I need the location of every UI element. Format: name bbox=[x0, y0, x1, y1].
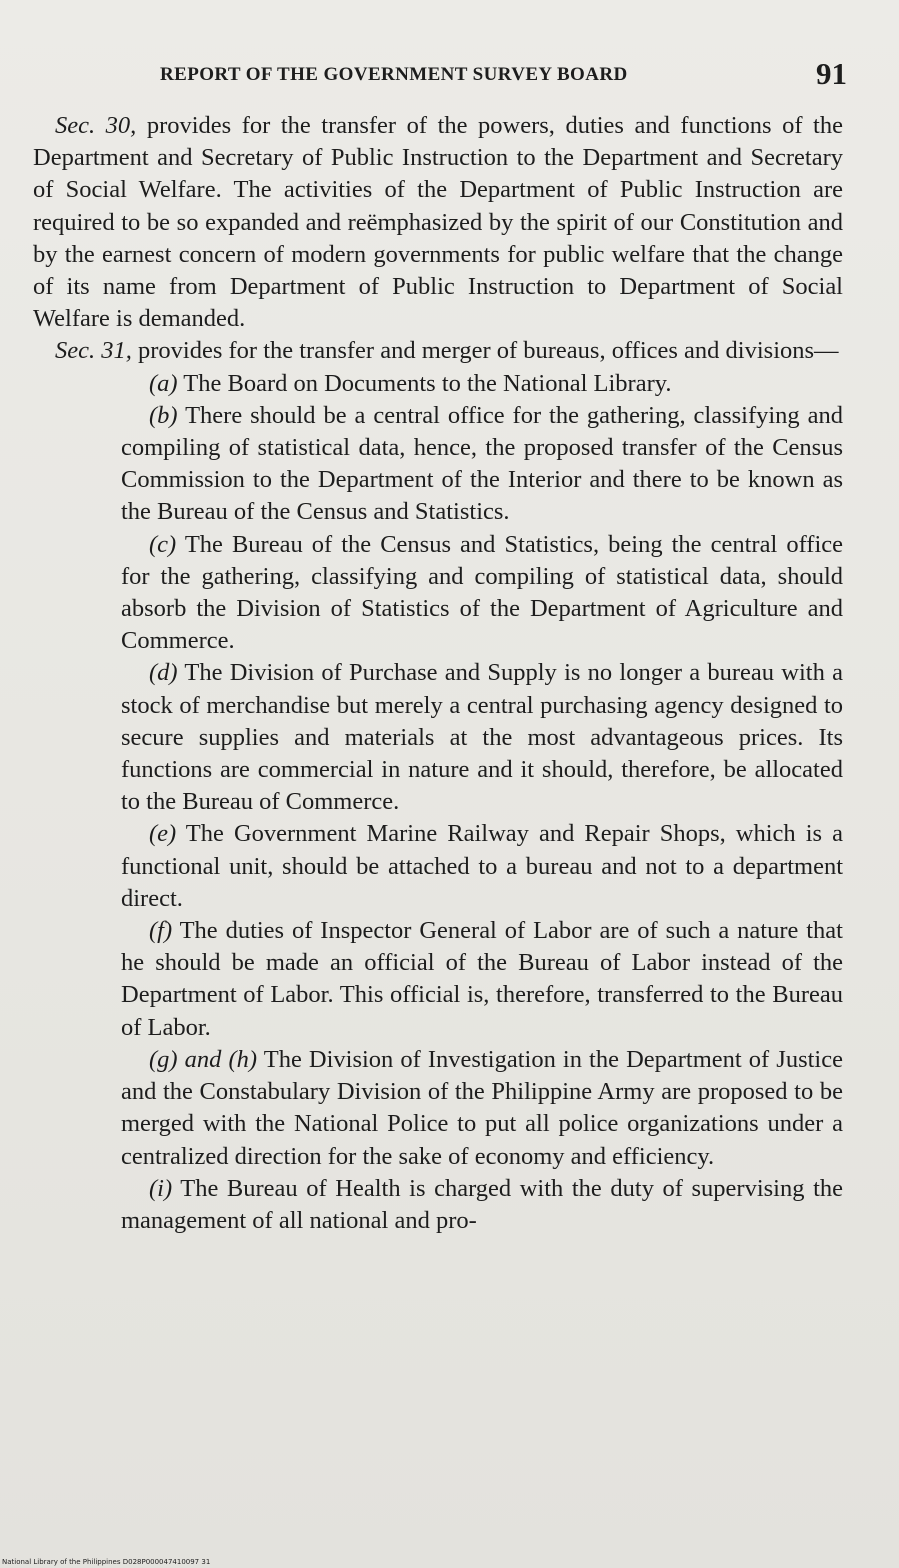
item-text: The Board on Documents to the National Library. bbox=[177, 369, 672, 397]
item-label: (c) bbox=[149, 530, 177, 558]
item-text: The Division of Purchase and Supply is no longer a bureau with a stock of merchandise but merely a central purchasing agency designed to secure supplies and materials at the most advantageous prices. Its functions are commercial in nature and it should, therefore, be allocated to the Bureau of Commerce. bbox=[121, 659, 843, 816]
item-label: (a) bbox=[149, 369, 178, 397]
list-item bbox=[121, 368, 843, 400]
item-text: The Government Marine Railway and Repair Shops, which is a functional unit, should be attached to a bureau and not to a department direct. bbox=[121, 820, 843, 912]
section-reference: Sec. 30, bbox=[55, 112, 137, 139]
running-head bbox=[160, 58, 847, 92]
list-item bbox=[121, 818, 843, 915]
list-item bbox=[121, 400, 843, 529]
item-label: (i) bbox=[149, 1174, 173, 1202]
item-label: (d) bbox=[149, 659, 178, 687]
item-list bbox=[121, 368, 843, 1237]
paragraph-sec-31 bbox=[33, 335, 843, 367]
list-item bbox=[121, 1173, 843, 1237]
list-item bbox=[121, 657, 843, 818]
list-item bbox=[121, 529, 843, 658]
item-label: (e) bbox=[149, 820, 177, 848]
page-number: 91 bbox=[816, 56, 847, 91]
item-label: (b) bbox=[149, 401, 178, 429]
item-text: The Bureau of the Census and Statistics, being the central office for the gathering, classifying and compiling of statistical data, should absorb the Division of Statistics of the Department of Agriculture and Commerce. bbox=[121, 530, 843, 655]
section-reference: Sec. 31, bbox=[55, 337, 132, 365]
paragraph-sec-30 bbox=[33, 110, 843, 335]
scan-identifier: National Library of the Philippines D028P000047410097 31 bbox=[2, 1558, 211, 1566]
item-label: (g) and (h) bbox=[149, 1045, 258, 1073]
item-text: The Division of Investigation in the Department of Justice and the Constabulary Division of the Philippine Army are proposed to be merged with the National Police to put all police organizations under a centralized direction for the sake of economy and efficiency. bbox=[121, 1045, 843, 1170]
paragraph-text: provides for the transfer and merger of bureaus, offices and divisions— bbox=[131, 337, 839, 365]
list-item bbox=[121, 1044, 843, 1173]
item-text: The Bureau of Health is charged with the duty of supervising the management of all national and pro- bbox=[121, 1174, 843, 1234]
item-text: There should be a central office for the gathering, classifying and compiling of statistical data, hence, the proposed transfer of the Census Commission to the Department of the Interior and there to be known as the Bureau of the Census and Statistics. bbox=[121, 401, 843, 526]
list-item bbox=[121, 915, 843, 1044]
item-text: The duties of Inspector General of Labor are of such a nature that he should be made an official of the Bureau of Labor instead of the Department of Labor. This official is, therefore, transferred to the Bureau of Labor. bbox=[121, 917, 843, 1041]
item-label: (f) bbox=[149, 917, 173, 945]
paragraph-text: provides for the transfer of the powers, duties and functions of the Department and Secretary of Public Instruction to the Department and Secretary of Social Welfare. The activities of the Department of Public Instruction are required to be so expanded and reëmphasized by the spirit of our Constitution and by the earnest concern of modern governments for public welfare that the change of its name from Department of Public Instruction to Department of Social Welfare is demanded. bbox=[33, 112, 843, 333]
running-head-title: REPORT OF THE GOVERNMENT SURVEY BOARD bbox=[160, 64, 628, 85]
body-text bbox=[33, 110, 843, 1237]
